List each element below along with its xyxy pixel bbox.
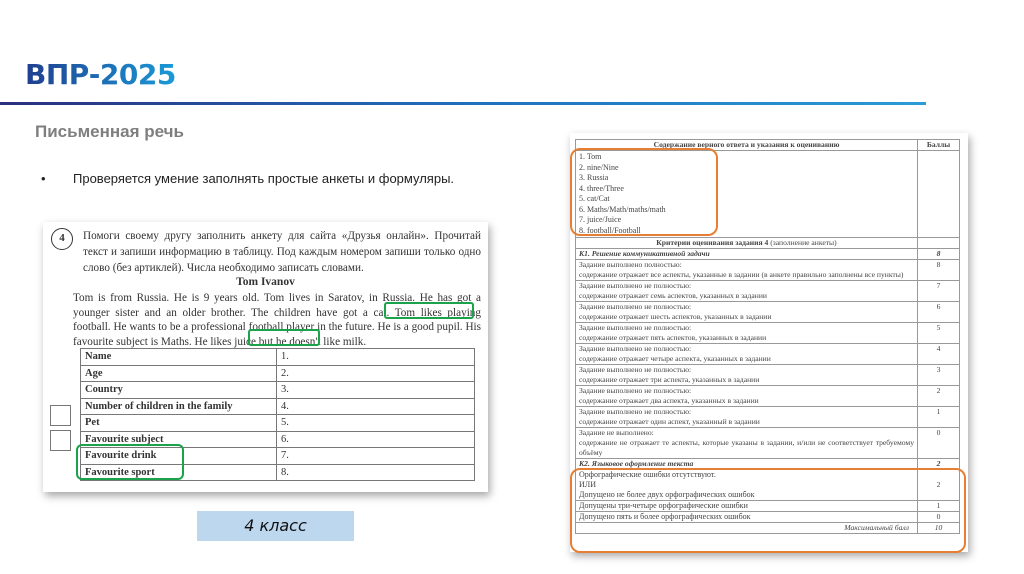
form-answer-cell: 6.: [277, 431, 475, 448]
criteria-row-score: 6: [918, 302, 960, 323]
k2-score: 2: [918, 459, 960, 470]
answer-item: 1. Tom: [579, 152, 602, 161]
title-divider: [0, 102, 926, 105]
criteria-row-description: содержание не отражает те аспекты, которые указаны в задании, и/или не соответствует требуемому объёму: [579, 438, 914, 457]
criteria-row: [576, 302, 960, 323]
answer-item: 6. Maths/Math/maths/math: [579, 204, 666, 214]
task-instruction: Помоги своему другу заполнить анкету для сайта «Друзья онлайн». Прочитай текст и запиши информацию в таблицу. Под каждым номером запиши только одно слово (без артиклей). Числа необходимо записать словами.: [83, 230, 481, 274]
criteria-row-score: 3: [918, 365, 960, 386]
criteria-row-status: Задание выполнено не полностью:: [579, 365, 692, 374]
form-row: [81, 415, 475, 432]
form-row: [81, 365, 475, 382]
form-row: [81, 382, 475, 399]
criteria-row-description: содержание отражает семь аспектов, указанных в задании: [579, 291, 767, 300]
criteria-row-status: Задание выполнено не полностью:: [579, 302, 692, 311]
criteria-row: [576, 428, 960, 459]
k2-row-text: Допущены три-четыре орфографические ошибки: [579, 501, 748, 510]
form-field-label: Favourite drink: [81, 448, 277, 465]
criteria-row-status: Задание выполнено не полностью:: [579, 281, 692, 290]
criteria-row-description: содержание отражает все аспекты, указанные в задании (в анкете правильно заполнены все пункты): [579, 270, 904, 279]
slide-title: ВПР-2025: [25, 58, 176, 91]
criteria-row: [576, 386, 960, 407]
story-text: Tom is from Russia. He is 9 years old. Tom lives in Saratov, in Russia. He has got a younger sister and an older brother. The children have got a cat. Tom likes playing football. He wants to be a professional football player in the future. He is a good pupil. His favourite subject is Maths. He likes juice but he doesn't like milk.: [73, 292, 481, 348]
criteria-row-status: Задание выполнено не полностью:: [579, 386, 692, 395]
criteria-row-status: Задание не выполнено:: [579, 428, 654, 437]
criteria-row: [576, 365, 960, 386]
grade-label: 4 класс: [197, 511, 354, 541]
criteria-row-score: 8: [918, 260, 960, 281]
k2-row-text: Допущено пять и более орфографических ошибок: [579, 512, 751, 521]
story-title: Tom Ivanov: [236, 276, 295, 288]
k2-row-score: 0: [918, 512, 960, 523]
criteria-row: [576, 407, 960, 428]
highlight-k2: [570, 468, 966, 553]
criteria-row-description: содержание отражает один аспект, указанный в задании: [579, 417, 760, 426]
form-row: [81, 398, 475, 415]
criteria-row-status: Задание выполнено полностью:: [579, 260, 682, 269]
max-score-label: Максимальный балл: [576, 523, 918, 534]
criteria-row-score: 2: [918, 386, 960, 407]
highlight-football: [384, 302, 474, 319]
criteria-row-score: 4: [918, 344, 960, 365]
criteria-row: [576, 260, 960, 281]
criteria-row-description: содержание отражает пять аспектов, указанных в задании: [579, 333, 767, 342]
k2-label: К2. Языковое оформление текста: [576, 459, 918, 470]
k2-row-score: 1: [918, 501, 960, 512]
form-field-label: Country: [81, 382, 277, 399]
criteria-row-score: 5: [918, 323, 960, 344]
criteria-row-status: Задание выполнено не полностью:: [579, 407, 692, 416]
criteria-row-score: 1: [918, 407, 960, 428]
criteria-header: Содержание верного ответа и указания к оцениванию: [576, 140, 918, 151]
criteria-document: [570, 133, 968, 552]
answer-checkbox: [50, 430, 71, 451]
form-answer-cell: 1.: [277, 349, 475, 366]
k2-row-text: Допущено не более двух орфографических ошибок: [579, 490, 755, 499]
criteria-row-description: содержание отражает три аспекта, указанных в задании: [579, 375, 760, 384]
k2-row-score: 2: [918, 470, 960, 501]
criteria-row-score: 0: [918, 428, 960, 459]
form-field-label: Pet: [81, 415, 277, 432]
criteria-row-status: Задание выполнено не полностью:: [579, 323, 692, 332]
form-answer-cell: 3.: [277, 382, 475, 399]
bullet-marker: •: [41, 171, 46, 186]
form-field-label: Favourite sport: [81, 464, 277, 481]
section-heading: Письменная речь: [35, 122, 184, 141]
k2-row-text: Орфографические ошибки отсутствуют.: [579, 470, 716, 479]
highlight-juice: [248, 329, 320, 346]
bullet-text: Проверяется умение заполнять простые анкеты и формуляры.: [73, 171, 455, 186]
form-field-label: Favourite subject: [81, 431, 277, 448]
form-answer-cell: 8.: [277, 464, 475, 481]
form-answer-cell: 2.: [277, 365, 475, 382]
k1-label: К1. Решение коммуникативной задачи: [576, 249, 918, 260]
answer-checkbox: [50, 405, 71, 426]
answer-item: 4. three/Three: [579, 183, 624, 193]
form-field-label: Name: [81, 349, 277, 366]
form-answer-cell: 5.: [277, 415, 475, 432]
task-document: [43, 222, 488, 492]
answer-item: 2. nine/Nine: [579, 162, 619, 172]
answer-item: 7. juice/Juice: [579, 215, 622, 224]
answer-item: 3. Russia: [579, 173, 609, 182]
task-number: 4: [51, 228, 73, 250]
form-answer-cell: 4.: [277, 398, 475, 415]
criteria-row-score: 7: [918, 281, 960, 302]
criteria-row: [576, 344, 960, 365]
form-row: [81, 349, 475, 366]
criteria-row-status: Задание выполнено не полностью:: [579, 344, 692, 353]
highlight-drink-sport: [76, 444, 184, 480]
criteria-row-description: содержание отражает шесть аспектов, указанных в задании: [579, 312, 772, 321]
score-header: Баллы: [918, 140, 960, 151]
k1-score: 8: [918, 249, 960, 260]
form-field-label: Age: [81, 365, 277, 382]
criteria-title: Критерии оценивания задания 4 (заполнение анкеты): [576, 238, 918, 249]
criteria-row-description: содержание отражает четыре аспекта, указанных в задании: [579, 354, 771, 363]
form-field-label: Number of children in the family: [81, 398, 277, 415]
k2-row-or: ИЛИ: [579, 480, 596, 489]
form-answer-cell: 7.: [277, 448, 475, 465]
max-score-value: 10: [918, 523, 960, 534]
highlight-answers: [570, 148, 718, 236]
answer-item: 5. cat/Cat: [579, 194, 610, 203]
criteria-row: [576, 323, 960, 344]
criteria-row-description: содержание отражает два аспекта, указанных в задании: [579, 396, 759, 405]
criteria-row: [576, 281, 960, 302]
answer-item: 8. football/Football: [579, 225, 641, 235]
